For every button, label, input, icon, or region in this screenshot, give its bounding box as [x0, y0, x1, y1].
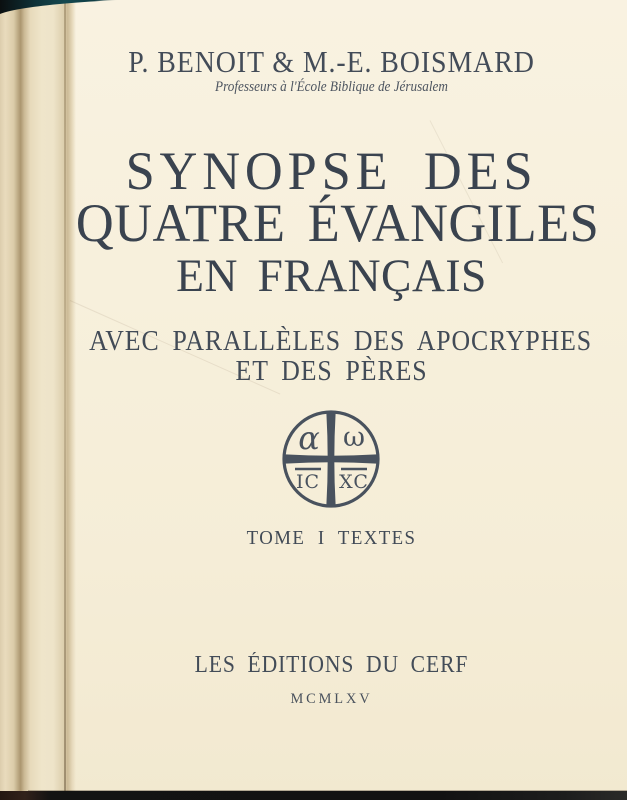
subtitle-line-1: AVEC PARALLÈLES DES APOCRYPHES [89, 326, 593, 357]
book-title-line-2: QUATRE ÉVANGILES [75, 193, 600, 253]
author-affiliation: Professeurs à l'École Biblique de Jérusalem [215, 79, 448, 95]
emblem-xc-glyph: XC [339, 471, 369, 493]
page-edge-crease [64, 0, 66, 800]
book-title-line-1: SYNOPSE DES [125, 141, 538, 201]
cover-corner-teal [0, 0, 118, 15]
bottom-cover-bar [0, 791, 627, 800]
emblem-ic-glyph: IC [295, 471, 321, 493]
publisher-name: LES ÉDITIONS DU CERF [194, 652, 469, 678]
author-names: P. BENOIT & M.-E. BOISMARD [128, 44, 535, 79]
book-title-line-3: EN FRANÇAIS [176, 250, 487, 302]
publication-year-roman: MCMLXV [290, 691, 373, 707]
emblem-alpha-glyph: α [298, 419, 320, 457]
emblem-omega-glyph: ω [342, 422, 366, 453]
subtitle-line-2: ET DES PÈRES [235, 356, 428, 387]
volume-label: TOME I TEXTES [246, 527, 417, 549]
christogram-emblem-icon [279, 408, 383, 510]
